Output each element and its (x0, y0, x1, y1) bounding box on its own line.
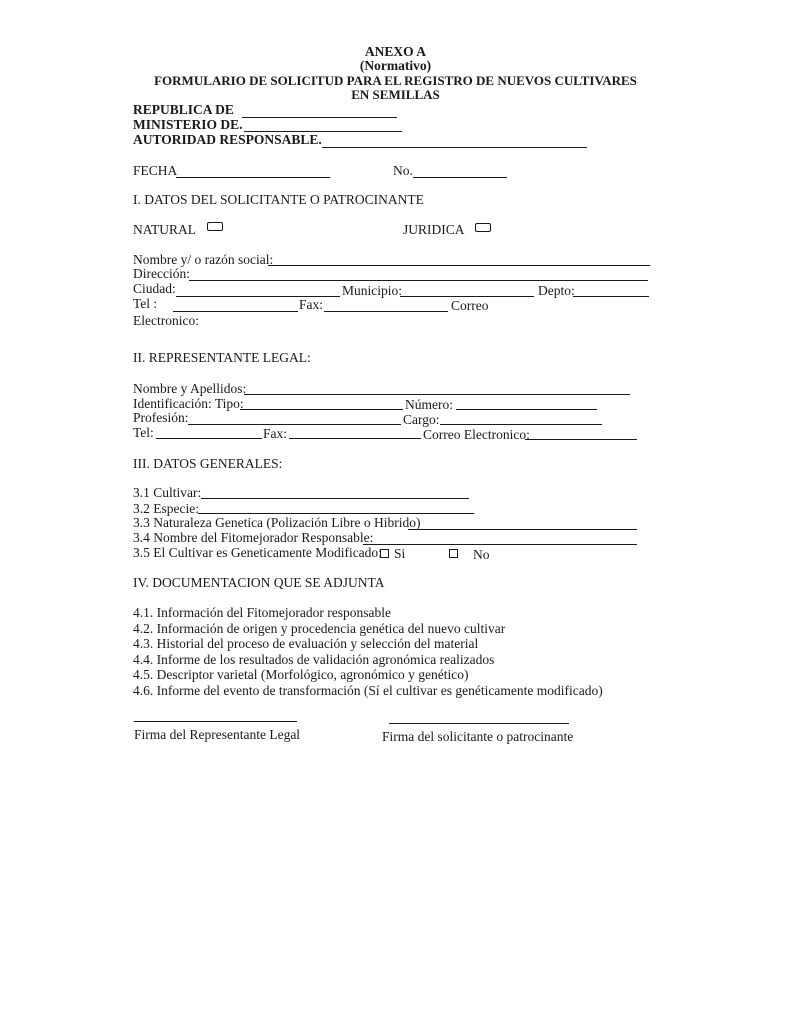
numero-field[interactable] (413, 177, 507, 178)
identificacion-field[interactable] (240, 409, 403, 410)
correo-label: Correo (451, 298, 489, 313)
cultivar-field[interactable] (201, 498, 469, 499)
autoridad-field[interactable] (322, 147, 587, 148)
ciudad-label: Ciudad: (133, 281, 176, 296)
rep-numero-field[interactable] (456, 409, 597, 410)
doc-item-6: 4.6. Informe del evento de transformación (Sí el cultivar es genéticamente modificado) (133, 683, 603, 698)
direccion-field[interactable] (189, 280, 648, 281)
modificado-no-checkbox[interactable] (449, 549, 458, 558)
cargo-field[interactable] (440, 424, 602, 425)
form-title-line1: FORMULARIO DE SOLICITUD PARA EL REGISTRO DE NUEVOS CULTIVARES (154, 73, 637, 88)
doc-item-4: 4.4. Informe de los resultados de validación agronómica realizados (133, 652, 495, 667)
natural-checkbox[interactable] (207, 222, 223, 231)
section1-title: I. DATOS DEL SOLICITANTE O PATROCINANTE (133, 192, 424, 207)
autoridad-label: AUTORIDAD RESPONSABLE. (133, 132, 322, 147)
direccion-label: Dirección: (133, 266, 190, 281)
form-title-line2: EN SEMILLAS (351, 87, 440, 102)
firma-representante-label: Firma del Representante Legal (134, 727, 301, 742)
annex-normative: (Normativo) (359, 58, 432, 73)
rep-correo-field[interactable] (525, 439, 637, 440)
doc-item-3: 4.3. Historial del proceso de evaluación y selección del material (133, 636, 479, 651)
firma-solicitante-line[interactable] (389, 723, 569, 724)
fecha-label: FECHA (133, 163, 178, 178)
fitomejorador-field[interactable] (363, 544, 637, 545)
republica-field[interactable] (242, 117, 397, 118)
electronico-label: Electronico: (133, 313, 199, 328)
profesion-field[interactable] (188, 424, 401, 425)
tel-label: Tel : (133, 296, 158, 311)
doc-item-1: 4.1. Información del Fitomejorador responsable (133, 605, 391, 620)
depto-label: Depto: (538, 283, 575, 298)
ministerio-label: MINISTERIO DE. (133, 117, 243, 132)
depto-field[interactable] (573, 296, 649, 297)
rep-fax-label: Fax: (263, 426, 288, 441)
especie-label: 3.2 Especie: (133, 501, 199, 516)
rep-nombre-label: Nombre y Apellidos: (133, 381, 247, 396)
rep-nombre-field[interactable] (244, 394, 630, 395)
rep-fax-field[interactable] (289, 438, 421, 439)
section2-title: II. REPRESENTANTE LEGAL: (133, 350, 311, 365)
rep-numero-label: Número: (405, 397, 453, 412)
modificado-no-label: No (473, 547, 490, 562)
modificado-si-label: Si (394, 546, 406, 561)
juridica-label: JURIDICA (403, 222, 465, 237)
modificado-label: 3.5 El Cultivar es Geneticamente Modificado: (133, 545, 382, 560)
identificacion-label: Identificación: Tipo: (133, 396, 244, 411)
municipio-label: Municipio: (342, 283, 402, 298)
cultivar-label: 3.1 Cultivar: (133, 485, 202, 500)
naturaleza-label: 3.3 Naturaleza Genetica (Polización Libre o Hibrido) (133, 515, 421, 530)
modificado-si-checkbox[interactable] (380, 549, 389, 558)
fitomejorador-label: 3.4 Nombre del Fitomejorador Responsable: (133, 530, 374, 545)
natural-label: NATURAL (133, 222, 196, 237)
doc-item-2: 4.2. Información de origen y procedencia genética del nuevo cultivar (133, 621, 506, 636)
fax-field[interactable] (324, 311, 448, 312)
rep-tel-field[interactable] (156, 438, 262, 439)
fecha-field[interactable] (176, 177, 330, 178)
tel-field[interactable] (173, 311, 298, 312)
municipio-field[interactable] (400, 296, 534, 297)
profesion-label: Profesión: (133, 410, 189, 425)
rep-correo-label: Correo Electronico: (423, 427, 530, 442)
section3-title: III. DATOS GENERALES: (133, 456, 283, 471)
doc-item-5: 4.5. Descriptor varietal (Morfológico, agronómico y genético) (133, 667, 469, 682)
fax-label: Fax: (299, 297, 324, 312)
juridica-checkbox[interactable] (475, 223, 491, 232)
numero-label: No. (393, 163, 413, 178)
annex-title: ANEXO A (364, 44, 427, 59)
republica-label: REPUBLICA DE (133, 102, 234, 117)
nombre-label: Nombre y/ o razón social: (133, 252, 274, 267)
especie-field[interactable] (198, 513, 474, 514)
firma-representante-line[interactable] (134, 721, 297, 722)
naturaleza-field[interactable] (408, 529, 637, 530)
rep-tel-label: Tel: (133, 425, 154, 440)
nombre-field[interactable] (268, 265, 650, 266)
cargo-label: Cargo: (403, 412, 440, 427)
firma-solicitante-label: Firma del solicitante o patrocinante (382, 729, 574, 744)
section4-title: IV. DOCUMENTACION QUE SE ADJUNTA (133, 575, 385, 590)
